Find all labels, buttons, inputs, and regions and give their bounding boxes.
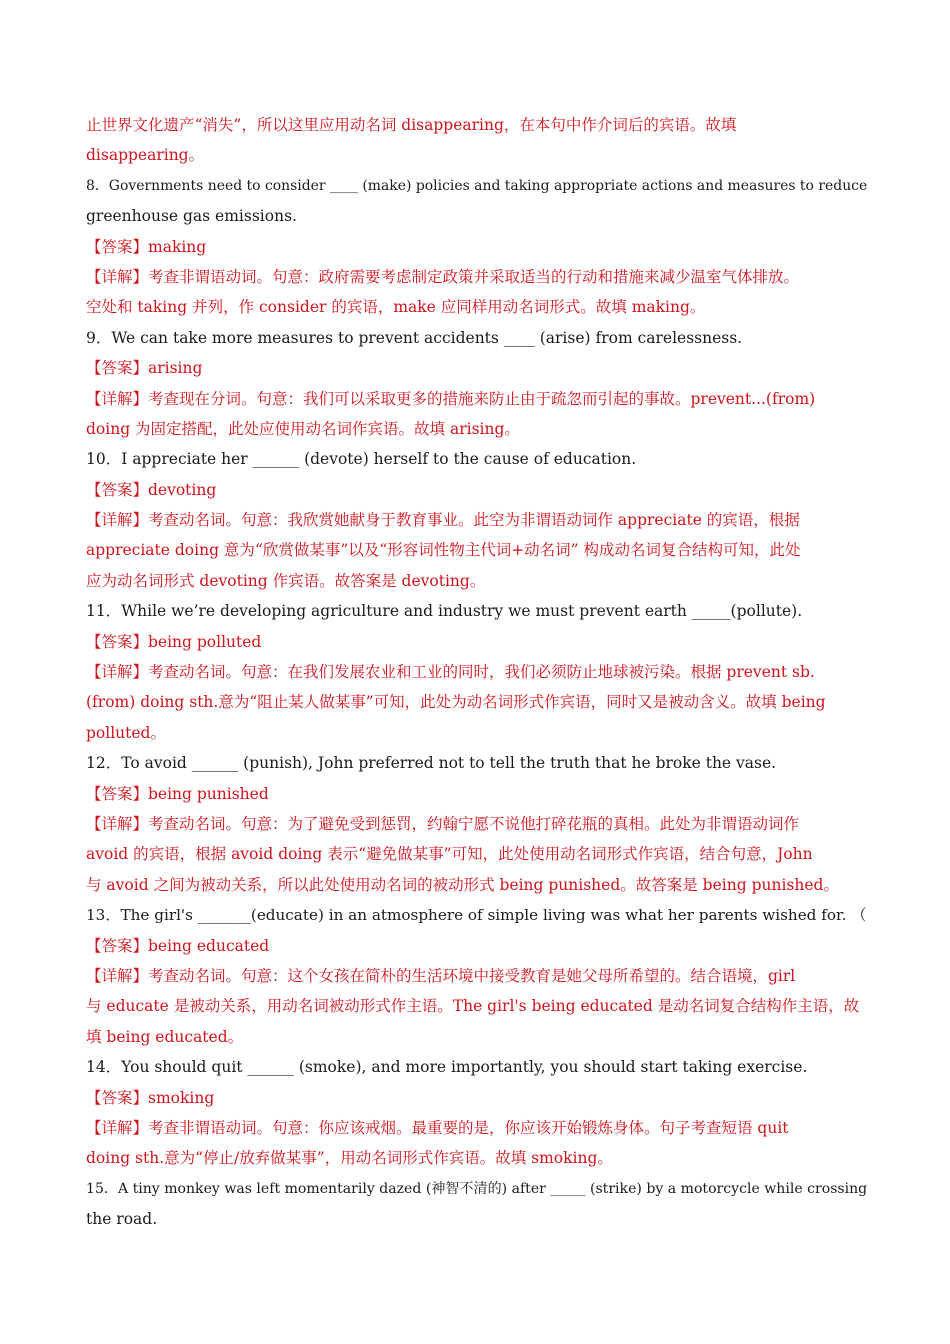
answer-line: 【答案】being polluted xyxy=(86,632,262,651)
question-line: 9．We can take more measures to prevent accidents ____ (arise) from carelessness. xyxy=(86,328,743,347)
question-line: 14．You should quit ______ (smoke), and more importantly, you should start taking exercise. xyxy=(86,1058,808,1077)
question-line: greenhouse gas emissions. xyxy=(86,207,297,226)
answer-line: doing sth.意为“停止/放弃做某事”，用动名词形式作宾语。故填 smoking。 xyxy=(86,1149,613,1168)
question-line: 10．I appreciate her ______ (devote) herself to the cause of education. xyxy=(86,450,637,469)
question-line: 11．While we’re developing agriculture and industry we must prevent earth _____(pollute). xyxy=(86,602,803,621)
answer-line: (from) doing sth.意为“阻止某人做某事”可知，此处为动名词形式作宾语，同时又是被动含义。故填 being xyxy=(86,693,826,712)
answer-line: 止世界文化遗产“消失”，所以这里应用动名词 disappearing，在本句中作介词后的宾语。故填 xyxy=(86,116,737,134)
answer-line: 【答案】making xyxy=(86,237,207,256)
answer-line: 【详解】考查动名词。句意：我欣赏她献身于教育事业。此空为非谓语动词作 appreciate 的宾语，根据 xyxy=(86,511,800,530)
answer-line: 【答案】devoting xyxy=(86,480,217,499)
answer-line: 【详解】考查非谓语动词。句意：政府需要考虑制定政策并采取适当的行动和措施来减少温室气体排放。 xyxy=(86,267,800,286)
question-line: 12．To avoid ______ (punish), John preferred not to tell the truth that he broke the vase. xyxy=(86,754,777,773)
answer-line: 应为动名词形式 devoting 作宾语。故答案是 devoting。 xyxy=(86,571,486,590)
answer-line: 与 avoid 之间为被动关系，所以此处使用动名词的被动形式 being punished。故答案是 being punished。 xyxy=(86,875,839,894)
question-line: 8．Governments need to consider ____ (make) policies and taking appropriate actions and measures to reduce xyxy=(86,177,868,194)
document-page xyxy=(86,110,866,1234)
answer-line: doing 为固定搭配，此处应使用动名词作宾语。故填 arising。 xyxy=(86,419,520,438)
answer-line: 【答案】being educated xyxy=(86,936,270,955)
answer-line: polluted。 xyxy=(86,723,166,742)
question-line: 13．The girl's _______(educate) in an atmosphere of simple living was what her parents wished for. （ xyxy=(86,906,867,925)
question-line: the road. xyxy=(86,1210,158,1229)
answer-line: avoid 的宾语，根据 avoid doing 表示“避免做某事”可知，此处使用动名词形式作宾语，结合句意，John xyxy=(86,845,813,864)
answer-line: 【详解】考查动名词。句意：这个女孩在简朴的生活环境中接受教育是她父母所希望的。结合语境，girl xyxy=(86,966,796,985)
answer-line: 【答案】arising xyxy=(86,359,203,378)
answer-line: appreciate doing 意为“欣赏做某事”以及“形容词性物主代词+动名词” 构成动名词复合结构可知，此处 xyxy=(86,541,801,560)
answer-line: 填 being educated。 xyxy=(86,1027,244,1046)
answer-line: 与 educate 是被动关系，用动名词被动形式作主语。The girl's being educated 是动名词复合结构作主语，故 xyxy=(86,997,860,1016)
question-line: 15．A tiny monkey was left momentarily dazed (神智不清的) after _____ (strike) by a motorcycle while crossing xyxy=(86,1180,868,1197)
answer-line: 【详解】考查非谓语动词。句意：你应该戒烟。最重要的是，你应该开始锻炼身体。句子考查短语 quit xyxy=(86,1118,789,1137)
answer-line: 空处和 taking 并列，作 consider 的宾语，make 应同样用动名词形式。故填 making。 xyxy=(86,298,706,317)
answer-line: 【详解】考查动名词。句意：在我们发展农业和工业的同时，我们必须防止地球被污染。根据 prevent sb. xyxy=(86,663,815,682)
answer-line: 【详解】考查现在分词。句意：我们可以采取更多的措施来防止由于疏忽而引起的事故。prevent...(from) xyxy=(86,389,816,408)
answer-line: 【详解】考查动名词。句意：为了避免受到惩罚，约翰宁愿不说他打碎花瓶的真相。此处为非谓语动词作 xyxy=(86,814,800,833)
answer-line: disappearing。 xyxy=(86,146,205,165)
answer-line: 【答案】smoking xyxy=(86,1088,215,1107)
answer-line: 【答案】being punished xyxy=(86,784,269,803)
